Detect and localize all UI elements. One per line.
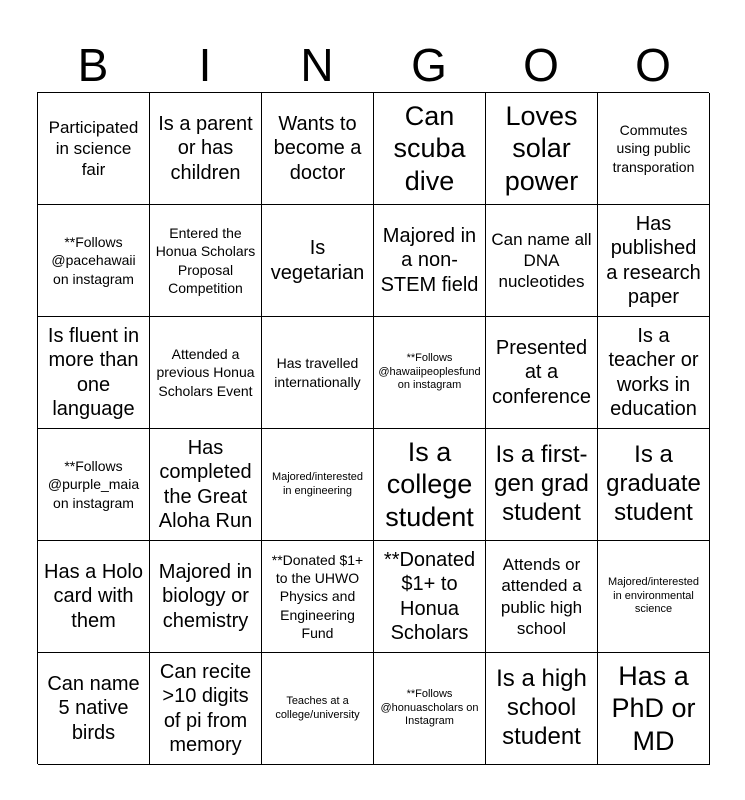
bingo-cell[interactable]: Participated in science fair: [38, 93, 150, 205]
header-letter-b: B: [77, 39, 109, 91]
bingo-cell[interactable]: **Donated $1+ to Honua Scholars: [374, 541, 486, 653]
bingo-cell[interactable]: Presented at a conference: [486, 317, 598, 429]
bingo-cell[interactable]: Has published a research paper: [598, 205, 710, 317]
bingo-cell[interactable]: Is a teacher or works in education: [598, 317, 710, 429]
bingo-cell[interactable]: **Follows @pacehawaii on instagram: [38, 205, 150, 317]
bingo-cell[interactable]: Has completed the Great Aloha Run: [150, 429, 262, 541]
bingo-cell[interactable]: **Follows @honuascholars on Instagram: [374, 653, 486, 765]
bingo-cell[interactable]: Majored in biology or chemistry: [150, 541, 262, 653]
bingo-cell[interactable]: **Follows @purple_maia on instagram: [38, 429, 150, 541]
bingo-cell[interactable]: Can recite >10 digits of pi from memory: [150, 653, 262, 765]
bingo-cell[interactable]: Is a first-gen grad student: [486, 429, 598, 541]
bingo-cell[interactable]: Has travelled internationally: [262, 317, 374, 429]
bingo-cell[interactable]: Attends or attended a public high school: [486, 541, 598, 653]
header-letter-g: G: [411, 39, 447, 91]
bingo-cell[interactable]: Majored in a non-STEM field: [374, 205, 486, 317]
bingo-cell[interactable]: Wants to become a doctor: [262, 93, 374, 205]
bingo-cell[interactable]: Can name 5 native birds: [38, 653, 150, 765]
header-letter-i: I: [198, 39, 212, 91]
bingo-cell[interactable]: Has a Holo card with them: [38, 541, 150, 653]
bingo-cell[interactable]: **Donated $1+ to the UHWO Physics and Engineering Fund: [262, 541, 374, 653]
bingo-cell[interactable]: Is a high school student: [486, 653, 598, 765]
bingo-cell[interactable]: Majored/interested in environmental science: [598, 541, 710, 653]
header-letter-n: N: [300, 39, 334, 91]
bingo-cell[interactable]: Can scuba dive: [374, 93, 486, 205]
bingo-card: [37, 92, 709, 764]
bingo-cell[interactable]: **Follows @hawaiipeoplesfund on instagram: [374, 317, 486, 429]
bingo-cell[interactable]: Loves solar power: [486, 93, 598, 205]
bingo-header: [37, 38, 709, 92]
bingo-cell[interactable]: Is a college student: [374, 429, 486, 541]
bingo-cell[interactable]: Majored/interested in engineering: [262, 429, 374, 541]
bingo-cell[interactable]: Is a parent or has children: [150, 93, 262, 205]
bingo-cell[interactable]: Is a graduate student: [598, 429, 710, 541]
bingo-cell[interactable]: Has a PhD or MD: [598, 653, 710, 765]
bingo-cell[interactable]: Attended a previous Honua Scholars Event: [150, 317, 262, 429]
bingo-cell[interactable]: Entered the Honua Scholars Proposal Competition: [150, 205, 262, 317]
bingo-cell[interactable]: Can name all DNA nucleotides: [486, 205, 598, 317]
bingo-cell[interactable]: Is fluent in more than one language: [38, 317, 150, 429]
bingo-cell[interactable]: Commutes using public transporation: [598, 93, 710, 205]
header-letter-o: O: [523, 39, 559, 91]
bingo-cell[interactable]: Is vegetarian: [262, 205, 374, 317]
header-letter-o-2: O: [635, 39, 671, 91]
bingo-cell[interactable]: Teaches at a college/university: [262, 653, 374, 765]
